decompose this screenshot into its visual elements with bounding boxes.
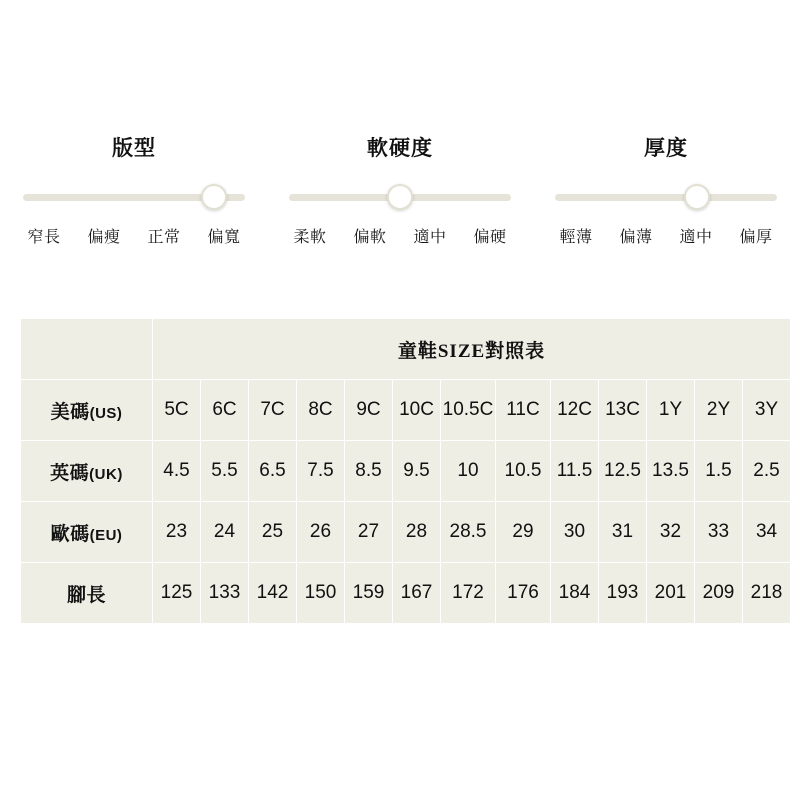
slider-labels-fit xyxy=(18,224,250,247)
cell-foot-11: 209 xyxy=(695,563,743,624)
cell-eu-5: 28 xyxy=(393,502,441,563)
slider-label-softness-1: 偏軟 xyxy=(353,229,387,246)
size-table-wrap xyxy=(20,318,783,624)
cell-uk-9: 12.5 xyxy=(599,441,647,502)
row-unit-uk: (UK) xyxy=(89,465,123,483)
slider-track-softness[interactable] xyxy=(289,186,511,208)
row-label-uk-text: 英碼 xyxy=(50,462,90,484)
cell-us-10: 1Y xyxy=(647,380,695,441)
row-label-uk xyxy=(21,441,153,502)
table-corner-cell xyxy=(21,319,153,380)
cell-uk-2: 6.5 xyxy=(249,441,297,502)
slider-knob-thickness[interactable] xyxy=(684,184,710,210)
slider-group-thickness xyxy=(555,132,777,247)
slider-knob-fit[interactable] xyxy=(201,184,227,210)
slider-track-bar-thickness xyxy=(555,194,777,201)
cell-us-1: 6C xyxy=(201,380,249,441)
cell-eu-11: 33 xyxy=(695,502,743,563)
cell-foot-4: 159 xyxy=(345,563,393,624)
cell-uk-0: 4.5 xyxy=(153,441,201,502)
cell-uk-1: 5.5 xyxy=(201,441,249,502)
cell-eu-1: 24 xyxy=(201,502,249,563)
cell-uk-7: 10.5 xyxy=(496,441,551,502)
cell-uk-6: 10 xyxy=(441,441,496,502)
table-title: 童鞋SIZE對照表 xyxy=(153,319,791,380)
slider-labels-thickness xyxy=(550,224,782,247)
cell-us-3: 8C xyxy=(297,380,345,441)
cell-us-4: 9C xyxy=(345,380,393,441)
row-label-eu xyxy=(21,502,153,563)
cell-eu-3: 26 xyxy=(297,502,345,563)
cell-us-11: 2Y xyxy=(695,380,743,441)
slider-label-fit-0: 窄長 xyxy=(27,229,61,246)
cell-eu-12: 34 xyxy=(743,502,791,563)
cell-foot-9: 193 xyxy=(599,563,647,624)
slider-label-fit-1: 偏瘦 xyxy=(87,229,121,246)
cell-eu-7: 29 xyxy=(496,502,551,563)
slider-label-softness-0: 柔軟 xyxy=(293,229,327,246)
slider-label-fit-3: 偏寬 xyxy=(207,229,241,246)
slider-title-thickness: 厚度 xyxy=(644,137,688,160)
cell-foot-6: 172 xyxy=(441,563,496,624)
cell-uk-10: 13.5 xyxy=(647,441,695,502)
slider-group-fit xyxy=(23,132,245,247)
size-table xyxy=(20,318,791,624)
row-label-footlength xyxy=(21,563,153,624)
table-row xyxy=(21,563,791,624)
cell-uk-11: 1.5 xyxy=(695,441,743,502)
cell-us-7: 11C xyxy=(496,380,551,441)
cell-eu-2: 25 xyxy=(249,502,297,563)
row-label-us xyxy=(21,380,153,441)
table-row xyxy=(21,502,791,563)
slider-track-thickness[interactable] xyxy=(555,186,777,208)
slider-group-softness xyxy=(289,132,511,247)
cell-foot-10: 201 xyxy=(647,563,695,624)
slider-label-thickness-0: 輕薄 xyxy=(559,229,593,246)
cell-uk-3: 7.5 xyxy=(297,441,345,502)
cell-us-5: 10C xyxy=(393,380,441,441)
cell-uk-8: 11.5 xyxy=(551,441,599,502)
cell-uk-4: 8.5 xyxy=(345,441,393,502)
cell-foot-2: 142 xyxy=(249,563,297,624)
row-unit-us: (US) xyxy=(89,404,123,422)
cell-us-6: 10.5C xyxy=(441,380,496,441)
slider-knob-softness[interactable] xyxy=(387,184,413,210)
cell-eu-9: 31 xyxy=(599,502,647,563)
slider-track-fit[interactable] xyxy=(23,186,245,208)
cell-foot-5: 167 xyxy=(393,563,441,624)
row-label-us-text: 美碼 xyxy=(50,401,90,423)
row-unit-eu: (EU) xyxy=(89,526,123,544)
cell-eu-8: 30 xyxy=(551,502,599,563)
cell-foot-12: 218 xyxy=(743,563,791,624)
cell-eu-0: 23 xyxy=(153,502,201,563)
cell-foot-1: 133 xyxy=(201,563,249,624)
cell-eu-10: 32 xyxy=(647,502,695,563)
slider-labels-softness xyxy=(284,224,516,247)
cell-us-9: 13C xyxy=(599,380,647,441)
cell-us-8: 12C xyxy=(551,380,599,441)
cell-foot-0: 125 xyxy=(153,563,201,624)
slider-title-fit: 版型 xyxy=(112,137,156,160)
slider-label-thickness-1: 偏薄 xyxy=(619,229,653,246)
slider-label-thickness-2: 適中 xyxy=(679,229,713,246)
cell-us-0: 5C xyxy=(153,380,201,441)
row-label-eu-text: 歐碼 xyxy=(50,523,90,545)
cell-uk-5: 9.5 xyxy=(393,441,441,502)
cell-uk-12: 2.5 xyxy=(743,441,791,502)
row-label-footlength-text: 腳長 xyxy=(66,584,106,606)
cell-us-2: 7C xyxy=(249,380,297,441)
slider-label-softness-2: 適中 xyxy=(413,229,447,246)
table-title-row xyxy=(21,319,791,380)
cell-us-12: 3Y xyxy=(743,380,791,441)
attribute-sliders xyxy=(0,132,800,247)
slider-label-softness-3: 偏硬 xyxy=(473,229,507,246)
cell-foot-7: 176 xyxy=(496,563,551,624)
cell-foot-3: 150 xyxy=(297,563,345,624)
cell-eu-4: 27 xyxy=(345,502,393,563)
cell-eu-6: 28.5 xyxy=(441,502,496,563)
cell-foot-8: 184 xyxy=(551,563,599,624)
table-row xyxy=(21,441,791,502)
slider-label-thickness-3: 偏厚 xyxy=(739,229,773,246)
slider-label-fit-2: 正常 xyxy=(147,229,181,246)
slider-title-softness: 軟硬度 xyxy=(367,137,433,160)
table-row xyxy=(21,380,791,441)
